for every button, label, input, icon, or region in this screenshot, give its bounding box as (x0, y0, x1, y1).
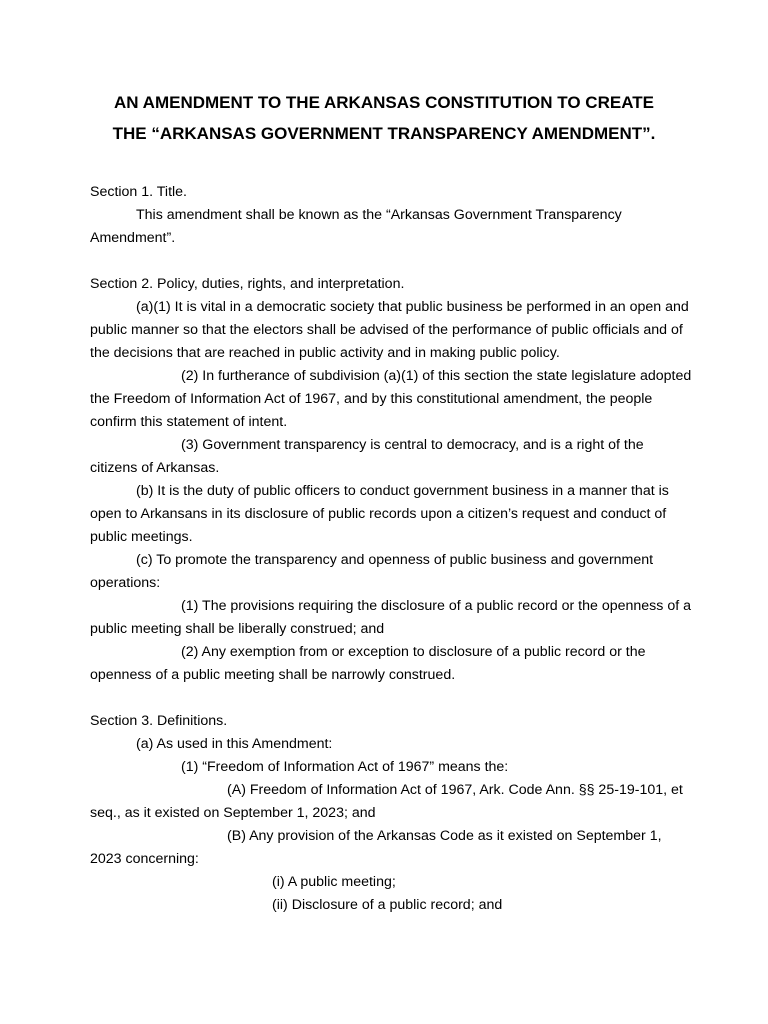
section-2-c1-line: public meeting shall be liberally construed; and (90, 621, 385, 637)
section-2-heading: Section 2. Policy, duties, rights, and interpretation. (90, 276, 405, 292)
section-2-a3-line: (3) Government transparency is central to democracy, and is a right of the (181, 437, 644, 453)
section-2-c-line: operations: (90, 575, 161, 591)
section-2-a1-line: public manner so that the electors shall be advised of the performance of public officials and of (90, 322, 683, 338)
section-2-a2-line: the Freedom of Information Act of 1967, and by this constitutional amendment, the people (90, 391, 653, 407)
section-3-i-line: (i) A public meeting; (272, 874, 396, 890)
section-3-B-line: 2023 concerning: (90, 851, 199, 867)
section-2-c2-line: (2) Any exemption from or exception to disclosure of a public record or the (181, 644, 646, 660)
section-2-a2-line: (2) In furtherance of subdivision (a)(1) of this section the state legislature adopted (181, 368, 692, 384)
section-1-text-line: Amendment”. (90, 230, 176, 246)
document-title-line-2: THE “ARKANSAS GOVERNMENT TRANSPARENCY AMENDMENT”. (112, 124, 656, 143)
section-1-heading: Section 1. Title. (90, 184, 187, 200)
section-3-a-line: (a) As used in this Amendment: (136, 736, 333, 752)
section-3-ii-line: (ii) Disclosure of a public record; and (272, 897, 503, 913)
section-2-a2-line: confirm this statement of intent. (90, 414, 288, 430)
section-2-b-line: (b) It is the duty of public officers to conduct government business in a manner that is (136, 483, 669, 499)
section-3-A-line: seq., as it existed on September 1, 2023; and (90, 805, 376, 821)
section-2-a1-line: (a)(1) It is vital in a democratic society that public business be performed in an open and (136, 299, 689, 315)
section-3-heading: Section 3. Definitions. (90, 713, 228, 729)
section-2-b-line: open to Arkansans in its disclosure of public records upon a citizen’s request and conduct of (90, 506, 667, 522)
section-1-text-line: This amendment shall be known as the “Arkansas Government Transparency (136, 207, 622, 223)
section-2-b-line: public meetings. (90, 529, 193, 545)
section-2-a1-line: the decisions that are reached in public activity and in making public policy. (90, 345, 560, 361)
section-3-A-line: (A) Freedom of Information Act of 1967, Ark. Code Ann. §§ 25-19-101, et (227, 782, 683, 798)
section-2-c-line: (c) To promote the transparency and openness of public business and government (136, 552, 654, 568)
section-2-c2-line: openness of a public meeting shall be narrowly construed. (90, 667, 456, 683)
section-3-B-line: (B) Any provision of the Arkansas Code as it existed on September 1, (227, 828, 662, 844)
section-3-a1-line: (1) “Freedom of Information Act of 1967” means the: (181, 759, 509, 775)
section-2-c1-line: (1) The provisions requiring the disclosure of a public record or the openness of a (181, 598, 691, 614)
section-2-a3-line: citizens of Arkansas. (90, 460, 220, 476)
document-title-line-1: AN AMENDMENT TO THE ARKANSAS CONSTITUTION TO CREATE (114, 93, 654, 112)
